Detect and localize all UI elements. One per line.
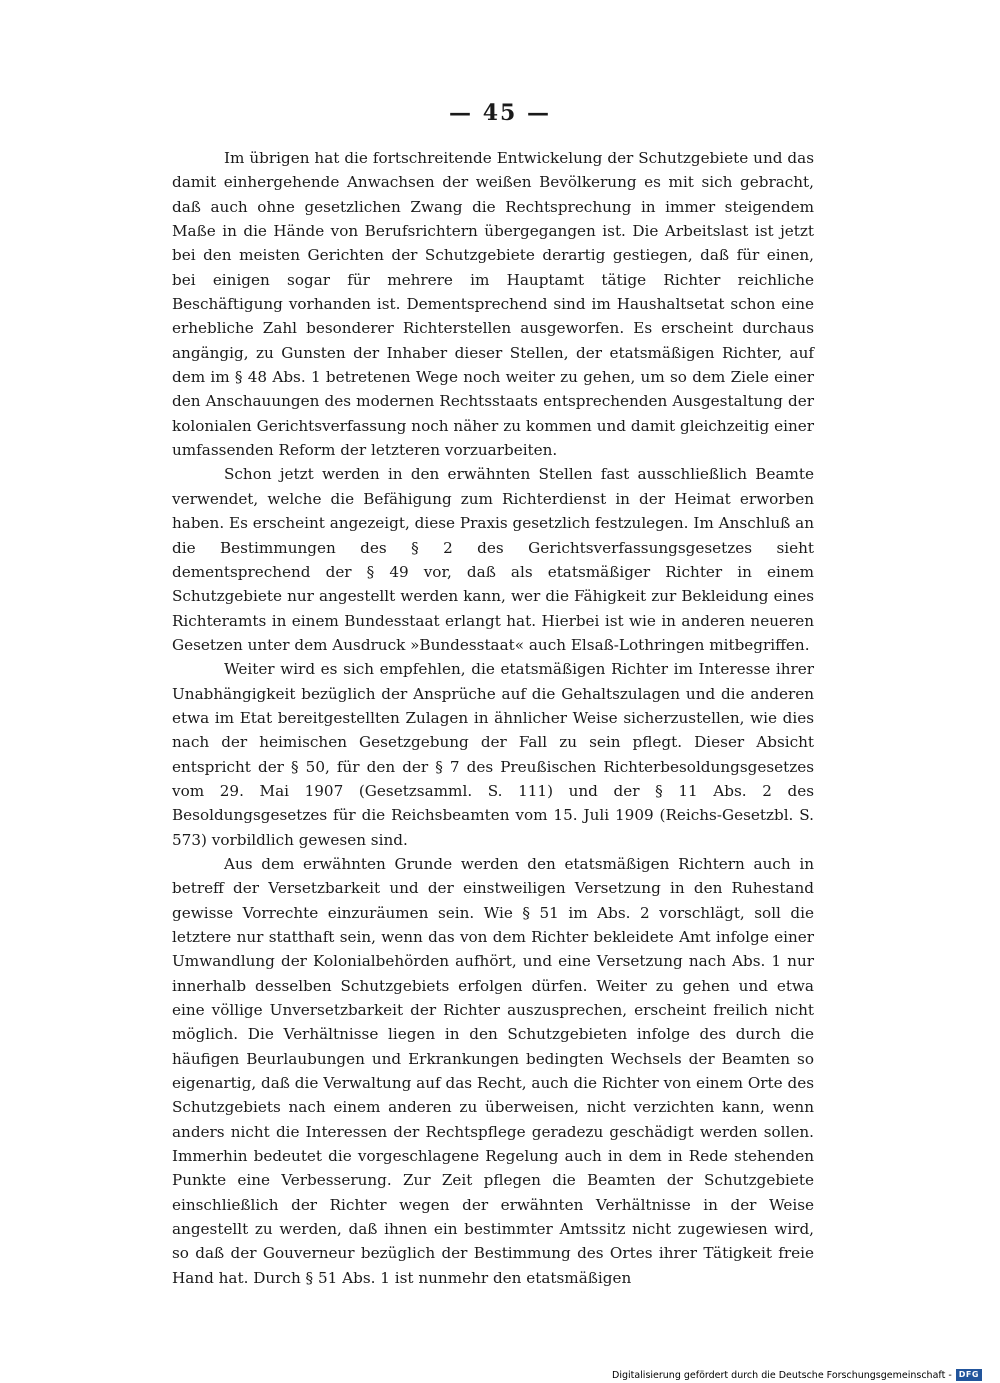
body-text: [172, 146, 814, 1290]
paragraph-3: Weiter wird es sich empfehlen, die etatsmäßigen Richter im Interesse ihrer Unabhängigkeit bezüglich der Ansprüche auf die Gehaltszulagen und die anderen etwa im Etat bereitgestellten Zulagen in ähnlicher Weise sicherzustellen, wie dies nach der heimischen Gesetzgebung der Fall zu sein pflegt. Dieser Absicht entspricht der § 50, für den der § 7 des Preußischen Richterbesoldungsgesetzes vom 29. Mai 1907 (Gesetzsamml. S. 111) und der § 11 Abs. 2 des Besoldungsgesetzes für die Reichsbeamten vom 15. Juli 1909 (Reichs-Gesetzbl. S. 573) vorbildlich gewesen sind.: [172, 660, 814, 849]
digitization-footer: [612, 1369, 982, 1381]
paragraph-1: Im übrigen hat die fortschreitende Entwickelung der Schutzgebiete und das damit einhergehende Anwachsen der weißen Bevölkerung es mit sich gebracht, daß auch ohne gesetzlichen Zwang die Rechtsprechung in immer steigendem Maße in die Hände von Berufsrichtern übergegangen ist. Die Arbeitslast ist jetzt bei den meisten Gerichten der Schutzgebiete derartig gestiegen, daß für einen, bei einigen sogar für mehrere im Hauptamt tätige Richter reichliche Beschäftigung vorhanden ist. Dementsprechend sind im Haushaltsetat schon eine erhebliche Zahl besonderer Richterstellen ausgeworfen. Es erscheint durchaus angängig, zu Gunsten der Inhaber dieser Stellen, der etatsmäßigen Richter, auf dem im § 48 Abs. 1 betretenen Wege noch weiter zu gehen, um so dem Ziele einer den Anschauungen des modernen Rechtsstaats entsprechenden Ausgestaltung der kolonialen Gerichtsverfassung noch näher zu kommen und damit gleichzeitig einer umfassenden Reform der letzteren vorzuarbeiten.: [172, 149, 814, 460]
footer-credit-text: Digitalisierung gefördert durch die Deutsche Forschungsgemeinschaft -: [612, 1369, 952, 1381]
page-number: — 45 —: [449, 100, 551, 126]
paragraph-4: Aus dem erwähnten Grunde werden den etatsmäßigen Richtern auch in betreff der Versetzbarkeit und der einstweiligen Versetzung in den Ruhestand gewisse Vorrechte einzuräumen sein. Wie § 51 im Abs. 2 vorschlägt, soll die letztere nur statthaft sein, wenn das von dem Richter bekleidete Amt infolge einer Umwandlung der Kolonialbehörden aufhört, und eine Versetzung nach Abs. 1 nur innerhalb desselben Schutzgebiets erfolgen dürfen. Weiter zu gehen und etwa eine völlige Unversetzbarkeit der Richter auszusprechen, erscheint freilich nicht möglich. Die Verhältnisse liegen in den Schutzgebieten infolge des durch die häufigen Beurlaubungen und Erkrankungen bedingten Wechsels der Beamten so eigenartig, daß die Verwaltung auf das Recht, auch die Richter von einem Orte des Schutzgebiets nach einem anderen zu überweisen, nicht verzichten kann, wenn anders nicht die Interessen der Rechtspflege geradezu geschädigt werden sollen. Immerhin bedeutet die vorgeschlagene Regelung auch in dem in Rede stehenden Punkte eine Verbesserung. Zur Zeit pflegen die Beamten der Schutzgebiete einschließlich der Richter wegen der erwähnten Verhältnisse in der Weise angestellt zu werden, daß ihnen ein bestimmter Amtssitz nicht zugewiesen wird, so daß der Gouverneur bezüglich der Bestimmung des Ortes ihrer Tätigkeit freie Hand hat. Durch § 51 Abs. 1 ist nunmehr den etatsmäßigen: [172, 854, 814, 1287]
dfg-logo-icon: DFG: [956, 1369, 982, 1381]
paragraph-2: Schon jetzt werden in den erwähnten Stellen fast ausschließlich Beamte verwendet, welche die Befähigung zum Richterdienst in der Heimat erworben haben. Es erscheint angezeigt, diese Praxis gesetzlich festzulegen. Im Anschluß an die Bestimmungen des § 2 des Gerichtsverfassungsgesetzes sieht dementsprechend der § 49 vor, daß als etatsmäßiger Richter in einem Schutzgebiete nur angestellt werden kann, wer die Fähigkeit zur Bekleidung eines Richteramts in einem Bundesstaat erlangt hat. Hierbei ist wie in anderen neueren Gesetzen unter dem Ausdruck »Bundesstaat« auch Elsaß-Lothringen mitbegriffen.: [172, 465, 814, 654]
